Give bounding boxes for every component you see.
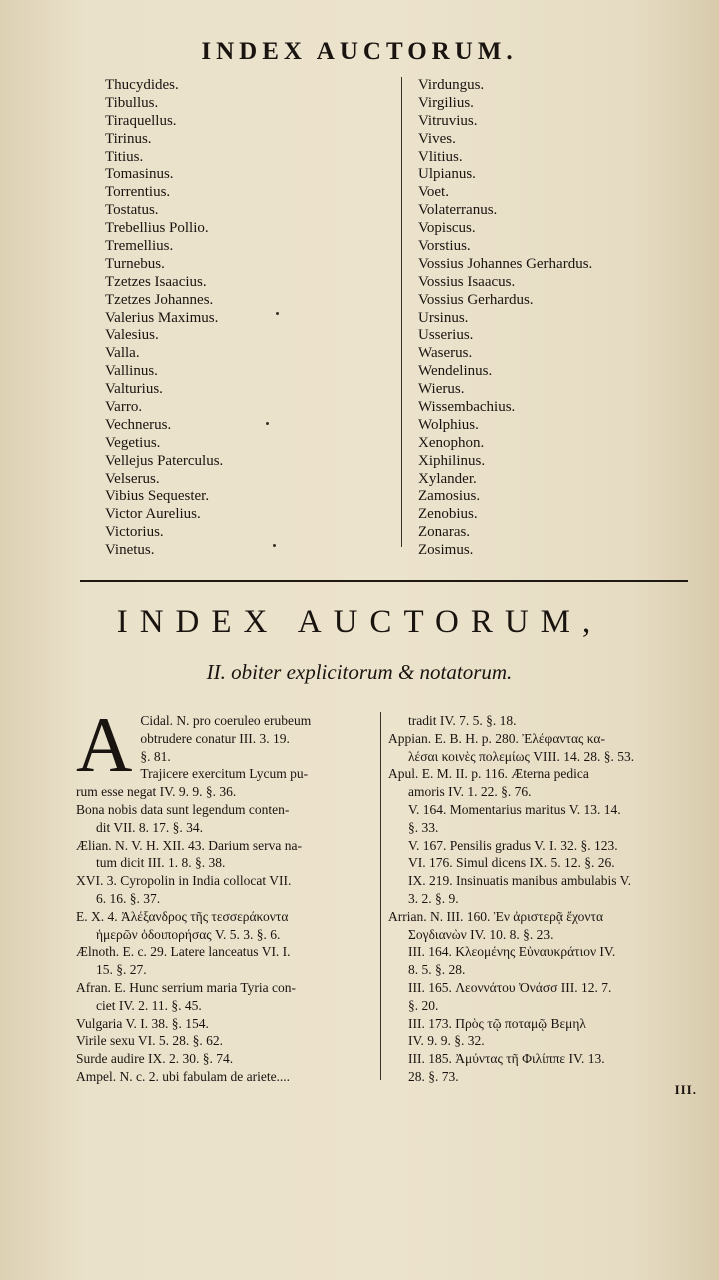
author-entry: Vibius Sequester. [105, 488, 210, 505]
author-entry: Vegetius. [105, 434, 161, 451]
author-column-left [105, 77, 385, 560]
entry-line: Arrian. N. III. 160. Ἐν ἀριστερᾷ ἔχοντα [388, 908, 604, 924]
section-rule [80, 580, 688, 582]
author-entry: Ulpianus. [418, 166, 476, 183]
author-entry: Valturius. [105, 381, 163, 398]
author-column-right [418, 77, 698, 560]
author-entry: Tzetzes Johannes. [105, 291, 214, 308]
entry-line: tum dicit III. 1. 8. §. 38. [96, 855, 226, 871]
author-entry: Wierus. [418, 381, 465, 398]
entry-line: III. 185. Ἀμύντας τῆ Φιλίππε IV. 13. [408, 1051, 605, 1067]
entry-line: ciet IV. 2. 11. §. 45. [96, 997, 202, 1013]
entry-line: III. 165. Λεοννάτου Ὀνάσσ III. 12. 7. [408, 979, 612, 995]
author-entry: Varro. [105, 399, 143, 416]
entry-line: Surde audire IX. 2. 30. §. 74. [76, 1051, 234, 1067]
entry-line: III. 164. Κλεομένης Εὐναυκράτιον IV. [408, 944, 616, 960]
author-entry: Wissembachius. [418, 399, 516, 416]
author-entry: Valesius. [105, 327, 159, 344]
author-entry: Vopiscus. [418, 220, 476, 237]
section-subtitle: II. obiter explicitorum & notatorum. [206, 660, 513, 684]
author-entry: Vlitius. [418, 148, 463, 165]
entries-column-left [76, 701, 376, 1086]
entry-line: 8. 5. §. 28. [408, 962, 466, 978]
author-entry: Trebellius Pollio. [105, 220, 209, 237]
author-entry: Volaterranus. [418, 202, 498, 219]
author-entry: Vives. [418, 130, 456, 147]
entry-line: §. 20. [408, 997, 439, 1013]
entry-line: rum esse negat IV. 9. 9. §. 36. [76, 784, 237, 800]
author-entry: Vossius Isaacus. [418, 273, 516, 290]
entry-line: III. 173. Πρὸς τῷ ποταμῷ Βεμηλ [408, 1015, 586, 1031]
entry-line: 3. 2. §. 9. [408, 890, 459, 906]
author-list [105, 77, 695, 559]
entry-line: §. 33. [408, 819, 439, 835]
entry-line: tradit IV. 7. 5. §. 18. [408, 713, 517, 728]
author-entry: Zosimus. [418, 542, 474, 559]
entry-line: Ælian. N. V. H. XII. 43. Darium serva na- [76, 837, 302, 853]
author-entry: Vellejus Paterculus. [105, 452, 224, 469]
ink-speck [276, 312, 279, 315]
entry-line: Appian. E. B. H. p. 280. Ἐλέφαντας κα- [388, 730, 605, 746]
entry-line: dit VII. 8. 17. §. 34. [96, 819, 203, 835]
entry-line: Bona nobis data sunt legendum conten- [76, 801, 290, 817]
entry-line: 6. 16. §. 37. [96, 890, 161, 906]
entry-line: E. X. 4. Ἀλέξανδρος τῆς τεσσεράκοντα [76, 908, 289, 924]
column-divider [401, 77, 402, 547]
author-entry: Vitruvius. [418, 112, 478, 129]
author-entry: Zenobius. [418, 506, 478, 523]
author-entry: Wolphius. [418, 416, 479, 433]
author-entry: Vechnerus. [105, 416, 172, 433]
entry-line: V. 167. Pensilis gradus V. I. 32. §. 123. [408, 837, 618, 853]
author-entry: Torrentius. [105, 184, 171, 201]
author-entry: Vallinus. [105, 363, 158, 380]
entry-line: amoris IV. 1. 22. §. 76. [408, 784, 532, 800]
ink-speck [273, 544, 276, 547]
author-entry: Vossius Johannes Gerhardus. [418, 255, 593, 272]
entry-line: Afran. E. Hunc serrium maria Tyria con- [76, 979, 296, 995]
entry-line: 28. §. 73. [408, 1068, 459, 1084]
author-entry: Ursinus. [418, 309, 469, 326]
author-entry: Tzetzes Isaacius. [105, 273, 207, 290]
entry-line: λέσαι κοινὲς πολεμίως VIII. 14. 28. §. 53. [408, 748, 635, 764]
author-entry: Vinetus. [105, 542, 155, 559]
ink-speck [266, 422, 269, 425]
author-entry: Zonaras. [418, 524, 471, 541]
author-entry: Victor Aurelius. [105, 506, 201, 523]
entry-line: Vulgaria V. I. 38. §. 154. [76, 1015, 209, 1031]
author-entry: Xylander. [418, 470, 477, 487]
entries-column-right [388, 712, 700, 1086]
entry-line: 15. §. 27. [96, 962, 147, 978]
author-entry: Thucydides. [105, 77, 179, 93]
author-entry: Tiraquellus. [105, 112, 177, 129]
drop-cap: A [76, 701, 133, 788]
author-entry: Titius. [105, 148, 144, 165]
author-entry: Victorius. [105, 524, 164, 541]
entry-line: VI. 176. Simul dicens IX. 5. 12. §. 26. [408, 855, 615, 871]
entry-line: IX. 219. Insinuatis manibus ambulabis V. [408, 873, 631, 889]
author-entry: Usserius. [418, 327, 474, 344]
entry-line: Trajicere exercitum Lycum pu- [140, 766, 309, 782]
column-divider [380, 712, 381, 1080]
author-entry: Tirinus. [105, 130, 152, 147]
author-entry: Virdungus. [418, 77, 485, 93]
author-entry: Vossius Gerhardus. [418, 291, 534, 308]
entry-line: V. 164. Momentarius maritus V. 13. 14. [408, 801, 621, 817]
author-entry: Zamosius. [418, 488, 481, 505]
author-entry: Valla. [105, 345, 140, 362]
catchword: III. [674, 1082, 697, 1097]
author-entry: Vorstius. [418, 238, 471, 255]
author-entry: Velserus. [105, 470, 160, 487]
author-entry: Wendelinus. [418, 363, 493, 380]
author-entry: Virgilius. [418, 94, 474, 111]
author-entry: Voet. [418, 184, 449, 201]
entry-line: Ampel. N. c. 2. ubi fabulam de ariete.... [76, 1068, 291, 1084]
entry-line: obtrudere conatur III. 3. 19. [140, 730, 290, 746]
entry-line: §. 81. [140, 748, 171, 764]
entry-line: XVI. 3. Cyropolin in India collocat VII. [76, 873, 292, 889]
author-entry: Valerius Maximus. [105, 309, 219, 326]
entry-line: Cidal. N. pro coeruleo erubeum [140, 713, 312, 728]
author-entry: Waserus. [418, 345, 473, 362]
author-entry: Xiphilinus. [418, 452, 486, 469]
author-entry: Tostatus. [105, 202, 159, 219]
entry-line: ἡμερῶν ὁδοιπορήσας V. 5. 3. §. 6. [96, 926, 281, 942]
author-entry: Turnebus. [105, 255, 165, 272]
entry-line: Σογδιανὼν IV. 10. 8. §. 23. [408, 926, 554, 942]
index-entries [76, 701, 701, 1092]
author-entry: Xenophon. [418, 434, 485, 451]
author-entry: Tomasinus. [105, 166, 174, 183]
entry-line: Ælnoth. E. c. 29. Latere lanceatus VI. I. [76, 944, 291, 960]
author-entry: Tibullus. [105, 94, 159, 111]
entry-line: Apul. E. M. II. p. 116. Æterna pedica [388, 766, 589, 782]
entry-line: Virile sexu VI. 5. 28. §. 62. [76, 1033, 224, 1049]
section-title: INDEX AUCTORUM, [116, 604, 603, 640]
entry-line: IV. 9. 9. §. 32. [408, 1033, 485, 1049]
author-entry: Tremellius. [105, 238, 174, 255]
running-head: INDEX AUCTORUM. [201, 38, 518, 65]
